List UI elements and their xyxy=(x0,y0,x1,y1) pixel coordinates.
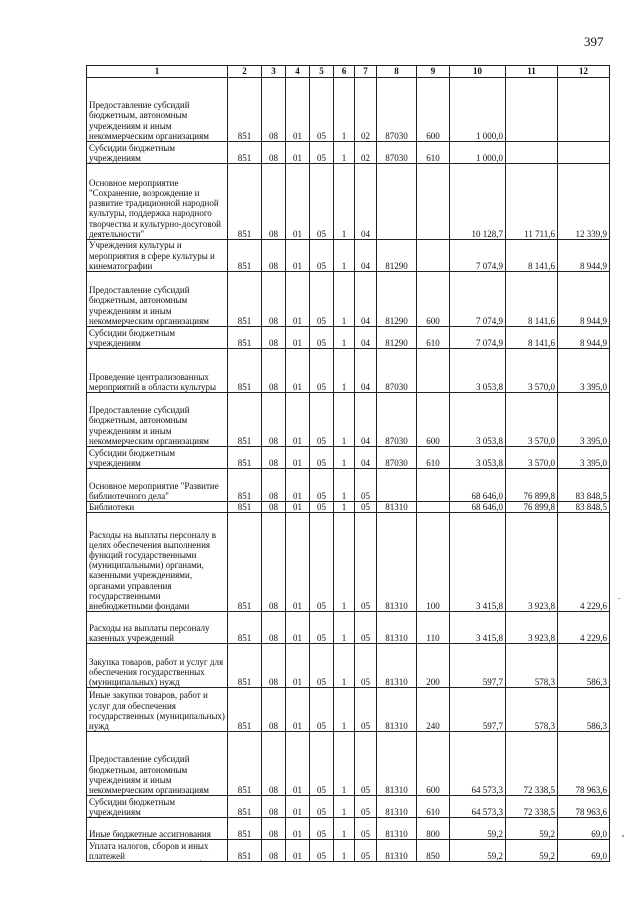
code-cell: 610 xyxy=(417,142,450,164)
code-cell: 05 xyxy=(355,688,377,732)
amount-cell: 8 141,6 xyxy=(506,240,558,272)
amount-cell: 8 944,9 xyxy=(558,272,610,327)
amount-cell: 586,3 xyxy=(558,644,610,688)
amount-cell: 597,7 xyxy=(450,688,506,732)
code-cell: 05 xyxy=(310,142,334,164)
table-row xyxy=(87,688,610,732)
expense-name-cell: Иные бюджетные ассигнования xyxy=(87,818,228,840)
code-cell: 05 xyxy=(310,644,334,688)
amount-cell: 3 415,8 xyxy=(450,513,506,612)
code-cell: 600 xyxy=(417,78,450,142)
code-cell: 610 xyxy=(417,796,450,818)
expense-name-cell: Иные закупки товаров, работ и услуг для обеспечения государственных (муниципальных) нужд xyxy=(87,688,228,732)
amount-cell: 3 395,0 xyxy=(558,447,610,469)
expense-name-cell: Предоставление субсидий бюджетным, автономным учреждениям и иным некоммерческим организациям xyxy=(87,732,228,796)
table-row xyxy=(87,78,610,142)
code-cell: 08 xyxy=(262,349,286,393)
table-row xyxy=(87,164,610,240)
amount-cell: 597,7 xyxy=(450,644,506,688)
budget-table xyxy=(86,65,610,862)
code-cell: 81310 xyxy=(377,796,417,818)
column-number: 9 xyxy=(417,66,450,78)
amount-cell: 12 339,9 xyxy=(558,164,610,240)
code-cell: 851 xyxy=(228,644,262,688)
code-cell: 04 xyxy=(355,272,377,327)
code-cell: 851 xyxy=(228,513,262,612)
code-cell: 01 xyxy=(286,732,310,796)
code-cell: 100 xyxy=(417,513,450,612)
amount-cell: 578,3 xyxy=(506,688,558,732)
code-cell: 04 xyxy=(355,327,377,349)
code-cell: 851 xyxy=(228,349,262,393)
code-cell: 05 xyxy=(310,688,334,732)
expense-name-cell: Расходы на выплаты персоналу казенных учреждений xyxy=(87,612,228,644)
amount-cell: 3 053,8 xyxy=(450,447,506,469)
code-cell: 05 xyxy=(310,732,334,796)
column-number: 10 xyxy=(450,66,506,78)
amount-cell: 7 074,9 xyxy=(450,240,506,272)
column-number: 1 xyxy=(87,66,228,78)
code-cell: 05 xyxy=(355,513,377,612)
amount-cell: 11 711,6 xyxy=(506,164,558,240)
code-cell: 851 xyxy=(228,818,262,840)
code-cell: 08 xyxy=(262,240,286,272)
column-number: 6 xyxy=(334,66,355,78)
code-cell: 04 xyxy=(355,447,377,469)
code-cell: 04 xyxy=(355,240,377,272)
table-row xyxy=(87,240,610,272)
code-cell: 851 xyxy=(228,502,262,513)
code-cell xyxy=(417,349,450,393)
table-row xyxy=(87,502,610,513)
amount-cell: 59,2 xyxy=(450,818,506,840)
code-cell: 01 xyxy=(286,612,310,644)
column-number: 11 xyxy=(506,66,558,78)
code-cell: 81310 xyxy=(377,840,417,862)
code-cell: 851 xyxy=(228,688,262,732)
amount-cell: 3 395,0 xyxy=(558,393,610,447)
amount-cell: 3 923,8 xyxy=(506,612,558,644)
code-cell: 240 xyxy=(417,688,450,732)
amount-cell: 59,2 xyxy=(506,818,558,840)
code-cell: 05 xyxy=(310,327,334,349)
expense-name-cell: Субсидии бюджетным учреждениям xyxy=(87,142,228,164)
amount-cell: 69,0 xyxy=(558,840,610,862)
code-cell: 08 xyxy=(262,164,286,240)
code-cell: 1 xyxy=(334,818,355,840)
code-cell: 05 xyxy=(310,612,334,644)
scan-speck xyxy=(618,598,620,599)
amount-cell: 3 570,0 xyxy=(506,349,558,393)
amount-cell: 83 848,5 xyxy=(558,502,610,513)
column-number: 8 xyxy=(377,66,417,78)
code-cell: 08 xyxy=(262,796,286,818)
table-row xyxy=(87,447,610,469)
code-cell: 851 xyxy=(228,327,262,349)
code-cell: 08 xyxy=(262,502,286,513)
amount-cell xyxy=(506,78,558,142)
amount-cell: 3 570,0 xyxy=(506,447,558,469)
amount-cell: 78 963,6 xyxy=(558,732,610,796)
code-cell: 81310 xyxy=(377,644,417,688)
code-cell xyxy=(417,240,450,272)
table-row xyxy=(87,513,610,612)
code-cell: 1 xyxy=(334,349,355,393)
expense-name-cell: Библиотеки xyxy=(87,502,228,513)
code-cell: 08 xyxy=(262,612,286,644)
code-cell: 81310 xyxy=(377,612,417,644)
code-cell: 08 xyxy=(262,644,286,688)
amount-cell: 8 141,6 xyxy=(506,327,558,349)
code-cell: 05 xyxy=(310,796,334,818)
code-cell: 01 xyxy=(286,513,310,612)
code-cell: 05 xyxy=(310,447,334,469)
code-cell: 01 xyxy=(286,796,310,818)
code-cell: 1 xyxy=(334,164,355,240)
code-cell xyxy=(417,164,450,240)
code-cell: 851 xyxy=(228,240,262,272)
table-row xyxy=(87,644,610,688)
expense-name-cell: Основное мероприятие "Сохранение, возрождение и развитие традиционной народной культуры, поддержка народного творчества и культурно-досуговой деятельности" xyxy=(87,164,228,240)
code-cell: 05 xyxy=(355,502,377,513)
scan-speck xyxy=(622,835,624,837)
code-cell: 87030 xyxy=(377,142,417,164)
column-number: 4 xyxy=(286,66,310,78)
expense-name-cell: Проведение централизованных мероприятий в области культуры xyxy=(87,349,228,393)
scan-speck xyxy=(200,860,201,861)
expense-name-cell: Закупка товаров, работ и услуг для обеспечения государственных (муниципальных) нужд xyxy=(87,644,228,688)
expense-name-cell: Расходы на выплаты персоналу в целях обеспечения выполнения функций государственными (муниципальными) органами, казенными учреждениями, органами управления государственными внебюджетными фондами xyxy=(87,513,228,612)
code-cell: 851 xyxy=(228,142,262,164)
code-cell: 05 xyxy=(355,818,377,840)
code-cell: 800 xyxy=(417,818,450,840)
amount-cell xyxy=(558,78,610,142)
code-cell: 851 xyxy=(228,612,262,644)
code-cell: 1 xyxy=(334,644,355,688)
column-number: 2 xyxy=(228,66,262,78)
code-cell: 81310 xyxy=(377,513,417,612)
column-number: 7 xyxy=(355,66,377,78)
code-cell xyxy=(417,502,450,513)
table-row xyxy=(87,840,610,862)
code-cell: 05 xyxy=(355,644,377,688)
amount-cell: 3 395,0 xyxy=(558,349,610,393)
table-row xyxy=(87,327,610,349)
code-cell: 08 xyxy=(262,78,286,142)
code-cell: 08 xyxy=(262,469,286,502)
amount-cell xyxy=(558,142,610,164)
code-cell: 851 xyxy=(228,272,262,327)
code-cell: 81310 xyxy=(377,688,417,732)
amount-cell: 72 338,5 xyxy=(506,796,558,818)
code-cell: 05 xyxy=(310,513,334,612)
expense-name-cell: Предоставление субсидий бюджетным, автономным учреждениям и иным некоммерческим организациям xyxy=(87,272,228,327)
code-cell: 08 xyxy=(262,272,286,327)
code-cell xyxy=(417,469,450,502)
amount-cell xyxy=(506,142,558,164)
code-cell: 04 xyxy=(355,164,377,240)
code-cell: 01 xyxy=(286,327,310,349)
amount-cell: 64 573,3 xyxy=(450,796,506,818)
code-cell: 01 xyxy=(286,240,310,272)
amount-cell: 1 000,0 xyxy=(450,78,506,142)
code-cell: 05 xyxy=(355,612,377,644)
code-cell: 1 xyxy=(334,469,355,502)
code-cell: 851 xyxy=(228,393,262,447)
amount-cell: 3 415,8 xyxy=(450,612,506,644)
code-cell: 600 xyxy=(417,732,450,796)
amount-cell: 3 923,8 xyxy=(506,513,558,612)
code-cell: 610 xyxy=(417,327,450,349)
code-cell: 81290 xyxy=(377,240,417,272)
table-row xyxy=(87,796,610,818)
table-row xyxy=(87,393,610,447)
code-cell: 87030 xyxy=(377,447,417,469)
column-number: 12 xyxy=(558,66,610,78)
code-cell: 1 xyxy=(334,142,355,164)
code-cell: 02 xyxy=(355,142,377,164)
code-cell: 851 xyxy=(228,469,262,502)
amount-cell: 3 053,8 xyxy=(450,393,506,447)
code-cell: 600 xyxy=(417,272,450,327)
table-row xyxy=(87,818,610,840)
amount-cell: 8 944,9 xyxy=(558,327,610,349)
code-cell: 05 xyxy=(310,818,334,840)
code-cell: 1 xyxy=(334,327,355,349)
table-row xyxy=(87,349,610,393)
code-cell: 851 xyxy=(228,164,262,240)
amount-cell: 10 128,7 xyxy=(450,164,506,240)
amount-cell: 64 573,3 xyxy=(450,732,506,796)
code-cell: 01 xyxy=(286,469,310,502)
table-row xyxy=(87,272,610,327)
code-cell: 05 xyxy=(355,732,377,796)
table-row xyxy=(87,469,610,502)
code-cell: 851 xyxy=(228,732,262,796)
code-cell: 05 xyxy=(310,469,334,502)
code-cell: 1 xyxy=(334,840,355,862)
code-cell: 851 xyxy=(228,447,262,469)
amount-cell: 1 000,0 xyxy=(450,142,506,164)
code-cell: 08 xyxy=(262,732,286,796)
code-cell: 05 xyxy=(310,349,334,393)
code-cell: 08 xyxy=(262,840,286,862)
code-cell: 04 xyxy=(355,393,377,447)
code-cell: 81310 xyxy=(377,732,417,796)
code-cell: 01 xyxy=(286,840,310,862)
code-cell: 08 xyxy=(262,447,286,469)
expense-name-cell: Учреждения культуры и мероприятия в сфере культуры и кинематографии xyxy=(87,240,228,272)
code-cell: 05 xyxy=(310,272,334,327)
column-number: 3 xyxy=(262,66,286,78)
expense-name-cell: Основное мероприятие "Развитие библиотечного дела" xyxy=(87,469,228,502)
code-cell: 01 xyxy=(286,164,310,240)
code-cell: 08 xyxy=(262,688,286,732)
code-cell: 200 xyxy=(417,644,450,688)
amount-cell: 8 141,6 xyxy=(506,272,558,327)
code-cell: 1 xyxy=(334,272,355,327)
table-row xyxy=(87,732,610,796)
code-cell: 1 xyxy=(334,796,355,818)
code-cell: 01 xyxy=(286,393,310,447)
expense-name-cell: Предоставление субсидий бюджетным, автономным учреждениям и иным некоммерческим организациям xyxy=(87,393,228,447)
code-cell xyxy=(377,164,417,240)
expense-name-cell: Субсидии бюджетным учреждениям xyxy=(87,796,228,818)
code-cell: 05 xyxy=(310,393,334,447)
code-cell: 05 xyxy=(355,469,377,502)
amount-cell: 4 229,6 xyxy=(558,612,610,644)
budget-table-body xyxy=(87,78,610,862)
amount-cell: 7 074,9 xyxy=(450,272,506,327)
code-cell: 01 xyxy=(286,502,310,513)
code-cell: 02 xyxy=(355,78,377,142)
code-cell: 08 xyxy=(262,818,286,840)
code-cell: 01 xyxy=(286,447,310,469)
table-row xyxy=(87,142,610,164)
code-cell: 850 xyxy=(417,840,450,862)
code-cell: 08 xyxy=(262,393,286,447)
code-cell: 05 xyxy=(310,164,334,240)
code-cell: 08 xyxy=(262,142,286,164)
code-cell: 1 xyxy=(334,612,355,644)
code-cell xyxy=(377,469,417,502)
expense-name-cell: Уплата налогов, сборов и иных платежей xyxy=(87,840,228,862)
code-cell: 81290 xyxy=(377,327,417,349)
code-cell: 851 xyxy=(228,78,262,142)
code-cell: 08 xyxy=(262,513,286,612)
code-cell: 01 xyxy=(286,644,310,688)
amount-cell: 83 848,5 xyxy=(558,469,610,502)
code-cell: 1 xyxy=(334,732,355,796)
code-cell: 600 xyxy=(417,393,450,447)
code-cell: 87030 xyxy=(377,393,417,447)
code-cell: 81310 xyxy=(377,818,417,840)
code-cell: 1 xyxy=(334,240,355,272)
amount-cell: 76 899,8 xyxy=(506,502,558,513)
amount-cell: 7 074,9 xyxy=(450,327,506,349)
amount-cell: 59,2 xyxy=(506,840,558,862)
code-cell: 1 xyxy=(334,688,355,732)
amount-cell: 68 646,0 xyxy=(450,502,506,513)
code-cell: 05 xyxy=(355,840,377,862)
page-number: 397 xyxy=(584,34,604,49)
table-row xyxy=(87,612,610,644)
code-cell: 1 xyxy=(334,513,355,612)
code-cell: 1 xyxy=(334,78,355,142)
amount-cell: 78 963,6 xyxy=(558,796,610,818)
code-cell: 110 xyxy=(417,612,450,644)
code-cell: 851 xyxy=(228,796,262,818)
amount-cell: 69,0 xyxy=(558,818,610,840)
code-cell: 1 xyxy=(334,393,355,447)
expense-name-cell: Субсидии бюджетным учреждениям xyxy=(87,327,228,349)
code-cell: 01 xyxy=(286,272,310,327)
code-cell: 04 xyxy=(355,349,377,393)
code-cell: 01 xyxy=(286,142,310,164)
amount-cell: 4 229,6 xyxy=(558,513,610,612)
code-cell: 1 xyxy=(334,447,355,469)
code-cell: 05 xyxy=(310,502,334,513)
column-number: 5 xyxy=(310,66,334,78)
code-cell: 05 xyxy=(310,840,334,862)
amount-cell: 76 899,8 xyxy=(506,469,558,502)
code-cell: 1 xyxy=(334,502,355,513)
code-cell: 87030 xyxy=(377,78,417,142)
code-cell: 01 xyxy=(286,818,310,840)
expense-name-cell: Предоставление субсидий бюджетным, автономным учреждениям и иным некоммерческим организациям xyxy=(87,78,228,142)
code-cell: 81290 xyxy=(377,272,417,327)
code-cell: 851 xyxy=(228,840,262,862)
amount-cell: 68 646,0 xyxy=(450,469,506,502)
code-cell: 81310 xyxy=(377,502,417,513)
amount-cell: 586,3 xyxy=(558,688,610,732)
amount-cell: 8 944,9 xyxy=(558,240,610,272)
code-cell: 05 xyxy=(310,78,334,142)
code-cell: 87030 xyxy=(377,349,417,393)
amount-cell: 3 053,8 xyxy=(450,349,506,393)
amount-cell: 59,2 xyxy=(450,840,506,862)
code-cell: 01 xyxy=(286,78,310,142)
amount-cell: 3 570,0 xyxy=(506,393,558,447)
code-cell: 01 xyxy=(286,688,310,732)
amount-cell: 72 338,5 xyxy=(506,732,558,796)
code-cell: 01 xyxy=(286,349,310,393)
code-cell: 05 xyxy=(355,796,377,818)
code-cell: 08 xyxy=(262,327,286,349)
code-cell: 05 xyxy=(310,240,334,272)
column-number-row xyxy=(87,66,610,78)
code-cell: 610 xyxy=(417,447,450,469)
expense-name-cell: Субсидии бюджетным учреждениям xyxy=(87,447,228,469)
amount-cell: 578,3 xyxy=(506,644,558,688)
